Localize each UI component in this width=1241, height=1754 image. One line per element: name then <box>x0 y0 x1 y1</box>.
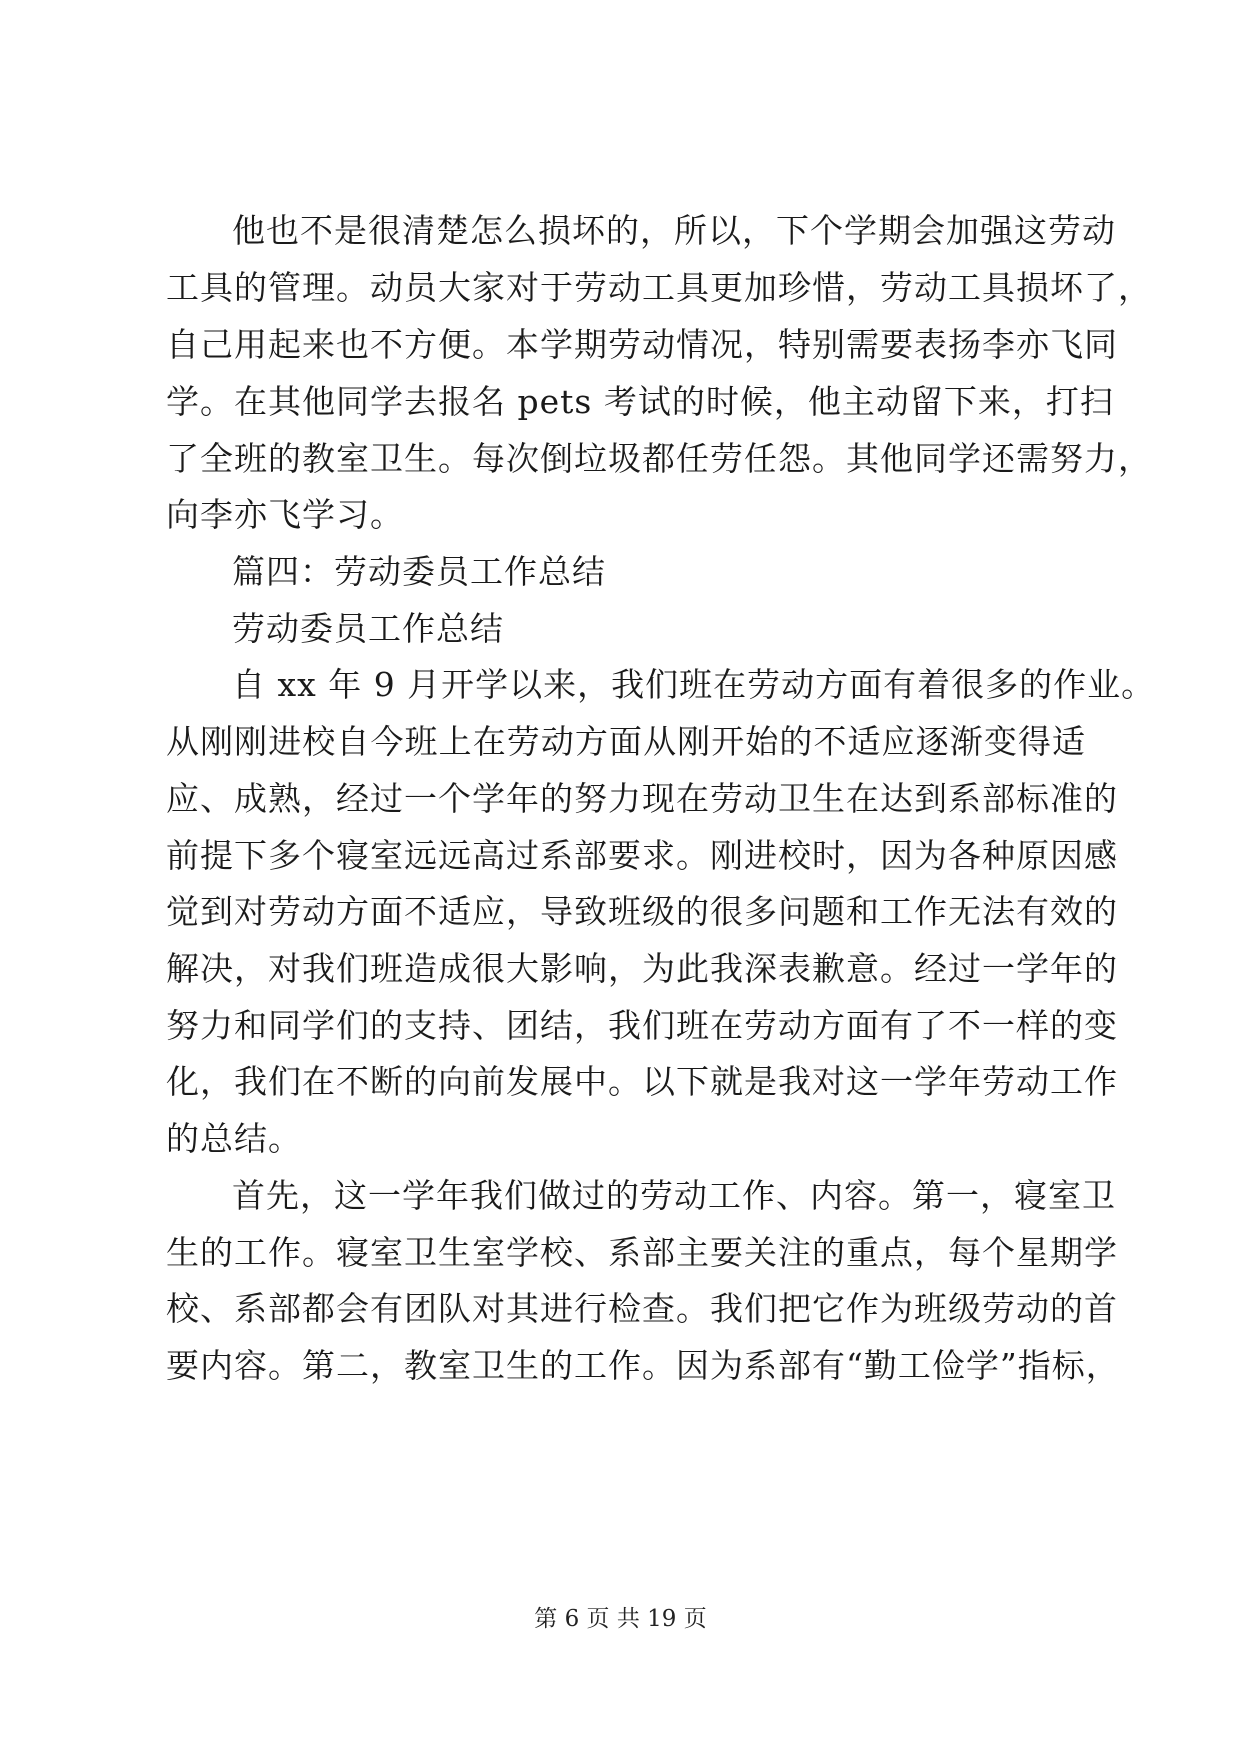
text-line: 他也不是很清楚怎么损坏的，所以，下个学期会加强这劳动 <box>232 211 1116 250</box>
text-line: 努力和同学们的支持、团结，我们班在劳动方面有了不一样的变 <box>166 1006 1118 1045</box>
text-line: 前提下多个寝室远远高过系部要求。刚进校时，因为各种原因感 <box>166 836 1118 875</box>
text-line: 自己用起来也不方便。本学期劳动情况，特别需要表扬李亦飞同 <box>166 325 1118 364</box>
text-line: 生的工作。寝室卫生室学校、系部主要关注的重点，每个星期学 <box>166 1233 1118 1272</box>
text-line: 从刚刚进校自今班上在劳动方面从刚开始的不适应逐渐变得适 <box>166 722 1086 761</box>
text-line: 觉到对劳动方面不适应，导致班级的很多问题和工作无法有效的 <box>166 892 1118 931</box>
text-line: 应、成熟，经过一个学年的努力现在劳动卫生在达到系部标准的 <box>166 779 1118 818</box>
text-line: 了全班的教室卫生。每次倒垃圾都任劳任怨。其他同学还需努力， <box>166 439 1152 478</box>
text-line: 化，我们在不断的向前发展中。以下就是我对这一学年劳动工作 <box>166 1062 1118 1101</box>
text-line: 向李亦飞学习。 <box>166 495 404 534</box>
page-number-footer: 第 6 页 共 19 页 <box>534 1606 707 1632</box>
text-line: 的总结。 <box>166 1119 302 1158</box>
text-line: 自 xx 年 9 月开学以来，我们班在劳动方面有着很多的作业。 <box>232 665 1156 704</box>
text-line: 要内容。第二，教室卫生的工作。因为系部有“勤工俭学”指标， <box>166 1346 1120 1385</box>
text-line: 解决，对我们班造成很大影响，为此我深表歉意。经过一学年的 <box>166 949 1118 988</box>
text-line: 首先，这一学年我们做过的劳动工作、内容。第一，寝室卫 <box>232 1176 1116 1215</box>
text-line: 校、系部都会有团队对其进行检查。我们把它作为班级劳动的首 <box>166 1289 1118 1328</box>
section-heading: 篇四：劳动委员工作总结 <box>232 552 606 591</box>
section-title: 劳动委员工作总结 <box>232 609 504 648</box>
text-line: 工具的管理。动员大家对于劳动工具更加珍惜，劳动工具损坏了， <box>166 268 1152 307</box>
text-line: 学。在其他同学去报名 pets 考试的时候，他主动留下来，打扫 <box>166 382 1114 421</box>
